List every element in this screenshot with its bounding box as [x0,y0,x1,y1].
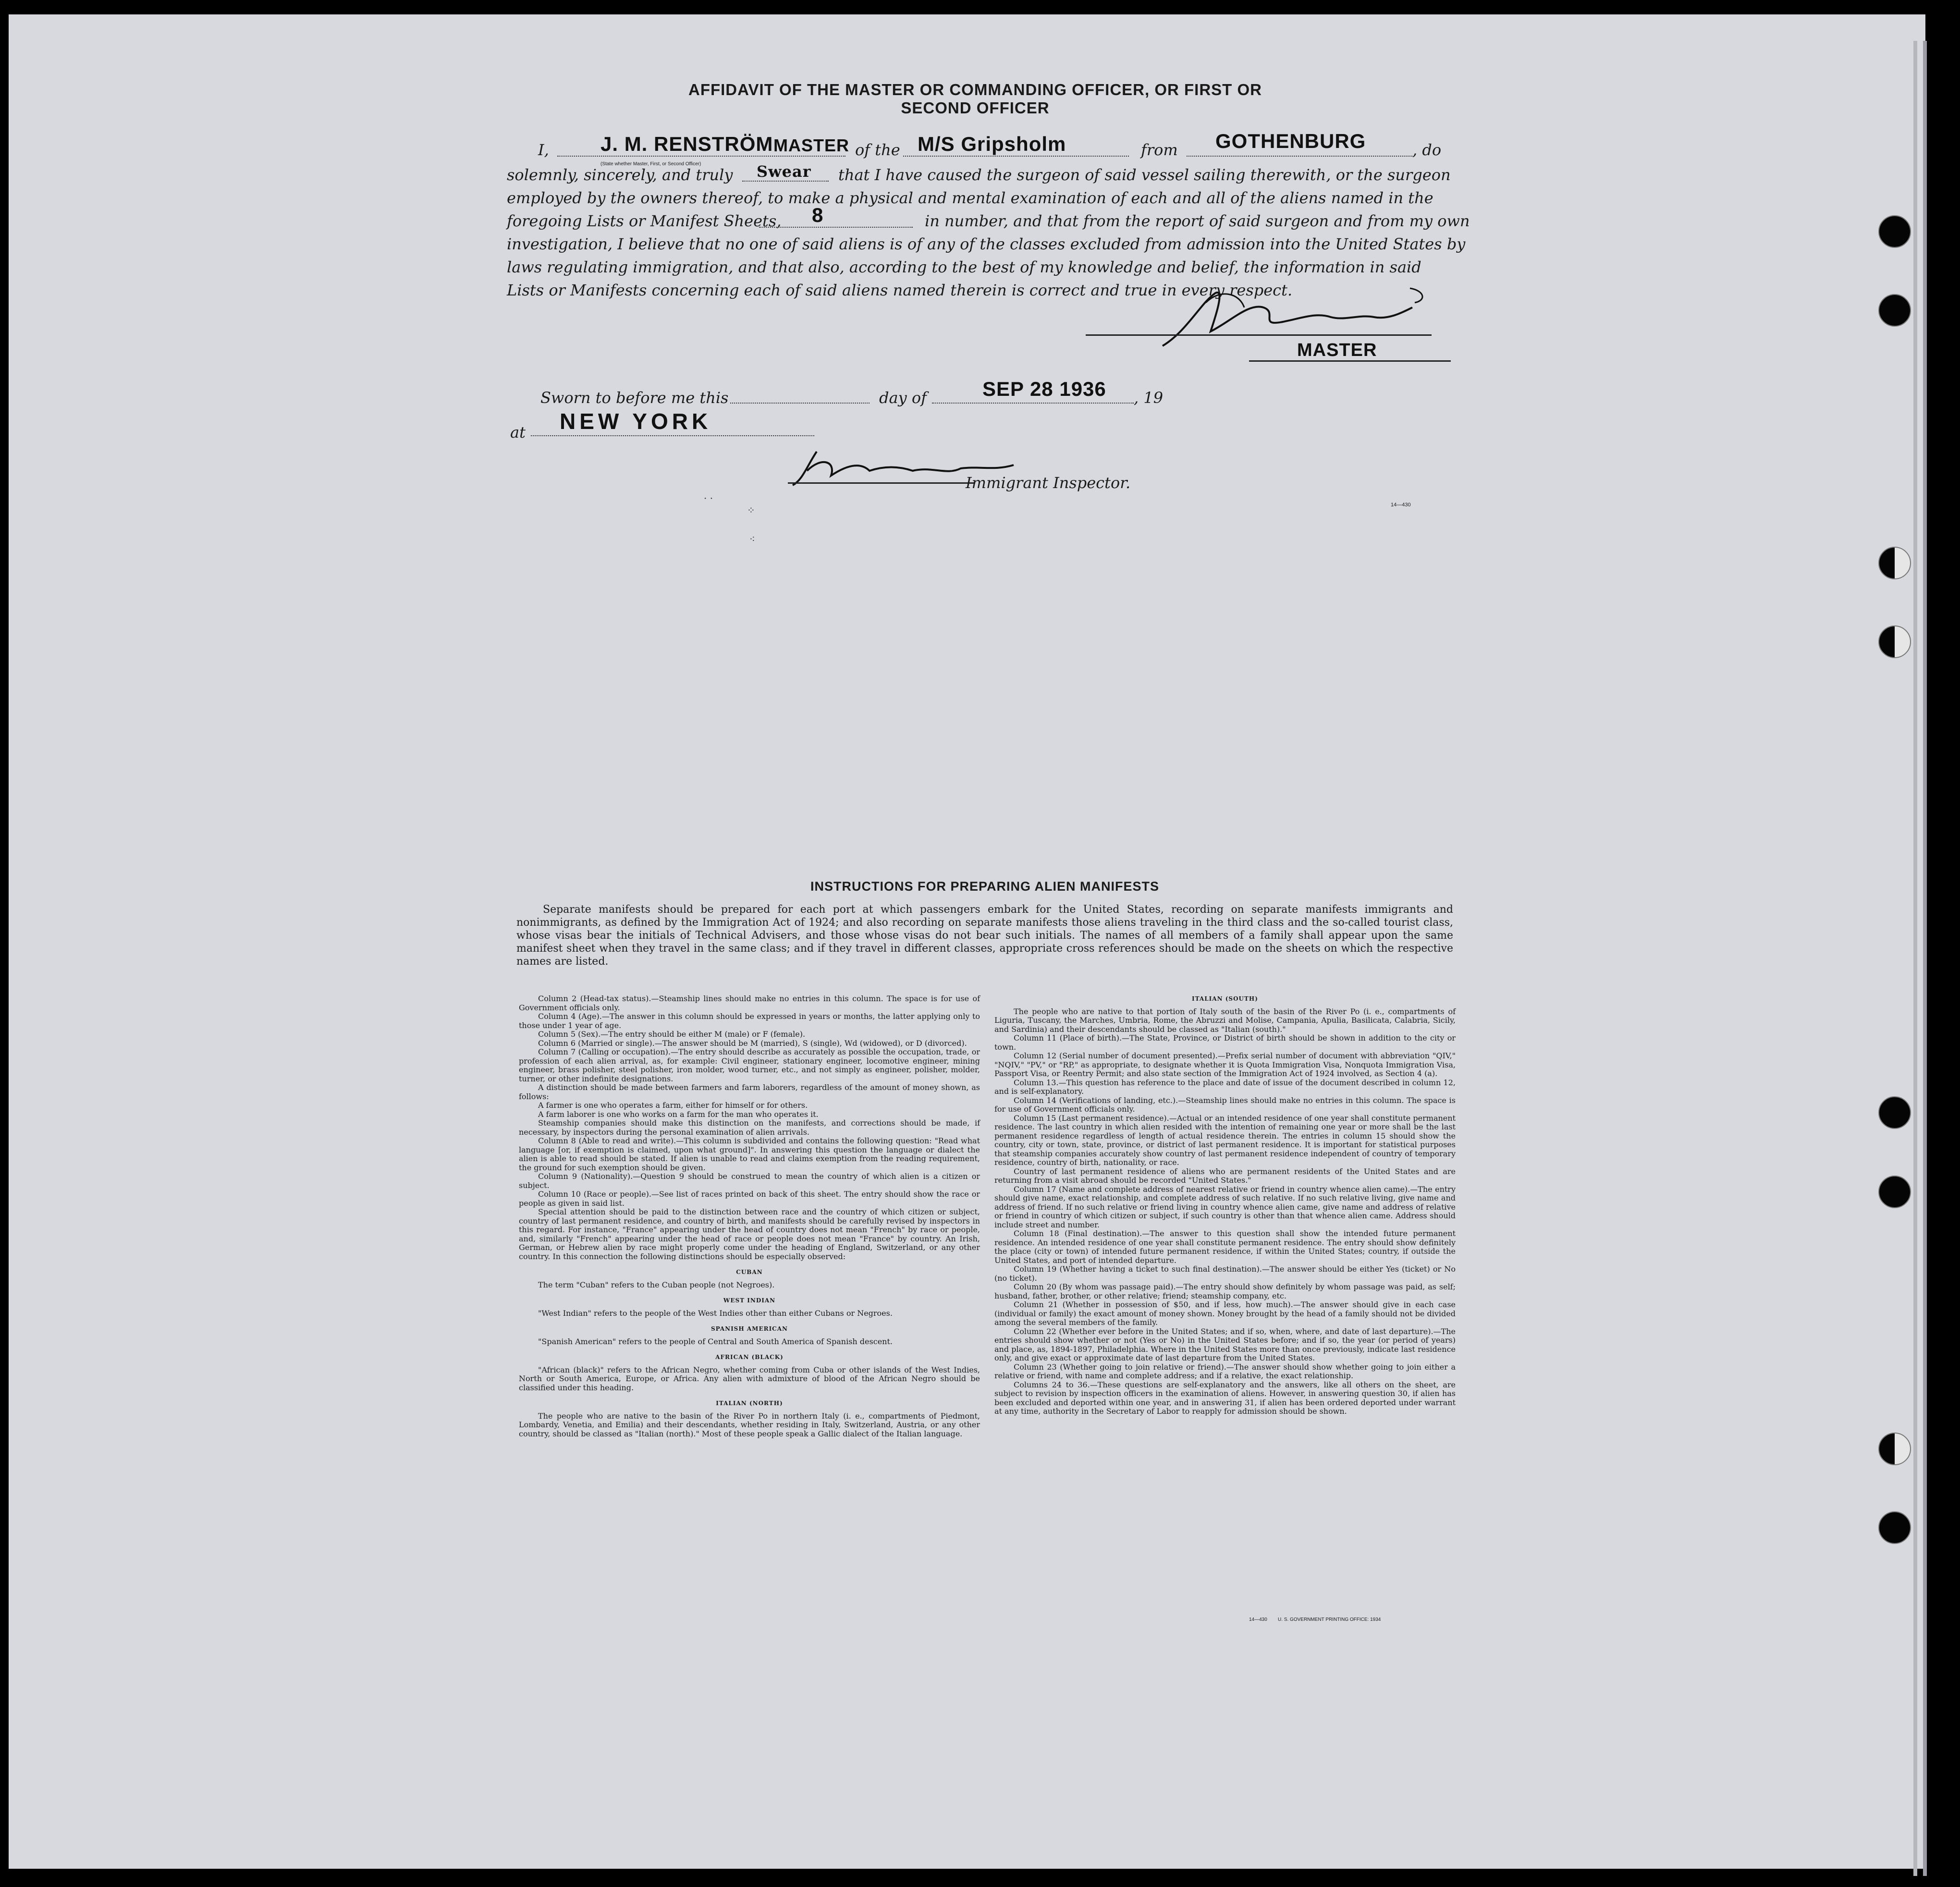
punch-hole [1878,547,1911,579]
instruction-paragraph: Column 18 (Final destination).—The answer to this question shall show the intended future permanent residence. An intended residence of one year shall constitute permanent residence. The entry should show definitely the place (city or town) of intended future permanent residence, if within the United States; country, if outside the United States, and port of intended departure. [994,1229,1456,1265]
instruction-paragraph: Steamship companies should make this distinction on the manifests, and corrections should be made, if necessary, by inspectors during the personal examination of alien arrivals. [519,1118,980,1137]
affidavit-text: day of [879,389,927,407]
instruction-paragraph: Column 15 (Last permanent residence).—Actual or an intended residence of one year shall constitute permanent residence. The last country in which alien resided with the intention of remaining one year or more shall be the last permanent residence regardless of length of actual residence therein. The entries in column 15 should show the country, city or town, state, province, or district of last permanent residence. It is important for statistical purposes that steamship companies accurately show country of last permanent residence independent of country of temporary residence, country of birth, nationality, or race. [994,1113,1456,1167]
instruction-paragraph: Column 20 (By whom was passage paid).—The entry should show definitely by whom passage was paid, as self; husband, father, brother, or other relative; friend; steamship company, etc. [994,1282,1456,1300]
punch-hole [1878,215,1911,248]
instruction-paragraph: Country of last permanent residence of aliens who are permanent residents of the United States and are returning from a visit abroad should be recorded "United States." [994,1166,1456,1185]
place-blank [531,434,814,436]
instruction-paragraph: Column 22 (Whether ever before in the United States; and if so, when, where, and date of last departure).—The entries should show whether or not (Yes or No) in the United States before; and if so, the year (or period of years) and place, as, 1894-1897, Philadelphia. Where in the United States more than once previously, indicate last residence only, and give exact or approximate date of last departure from the United States. [994,1326,1456,1362]
instruction-paragraph: Column 10 (Race or people).—See list of races printed on back of this sheet. The entry should show the race or people as given in said list. [519,1189,980,1208]
instruction-paragraph: A farmer is one who operates a farm, either for himself or for others. [538,1101,808,1110]
instruction-paragraph: Column 17 (Name and complete address of nearest relative or friend in country whence alien came).—The entry should give name, exact relationship, and complete address of such relative. If no such relative living, give name and address of friend. If no such relative or friend living in country whence alien came, give name and address of relative or friend in country of which citizen or subject, if such country is other than that whence alien came. Address should include street and number. [994,1184,1456,1229]
signature-line [1086,333,1432,336]
instruction-paragraph: Column 9 (Nationality).—Question 9 should be construed to mean the country of which alien is a citizen or subject. [519,1172,980,1190]
affidavit-text: that I have caused the surgeon of said vessel sailing therewith, or the surgeon [838,166,1451,184]
section-heading: CUBAN [736,1269,763,1275]
affidavit-text: foregoing Lists or Manifest Sheets, [507,212,782,230]
footer-form-number: 14—430 [1249,1617,1267,1622]
footer [1249,1617,1460,1622]
stray-marks: ⁖ [749,533,755,545]
section-heading: ITALIAN (SOUTH) [1192,995,1258,1002]
stray-marks: ⁘ [747,504,755,516]
sworn-place: NEW YORK [560,409,712,434]
instruction-paragraph: Column 8 (Able to read and write).—This column is subdivided and contains the following question: "Read what language [or, if exemption is claimed, upon what ground]". In answering this question the language or dialect the alien is able to read should be stated. If alien is unable to read and claims exemption from the reading requirement, the ground for such exemption should be given. [519,1136,980,1172]
instruction-paragraph: Column 6 (Married or single).—The answer should be M (married), S (single), Wd (widowed), or D (divorced). [538,1038,967,1048]
master-signature [1143,274,1432,355]
affidavit-text: from [1141,141,1178,159]
rank-note: (State whether Master, First, or Second Officer) [600,161,701,167]
affidavit-text: solemnly, sincerely, and truly [507,166,733,184]
punch-hole [1878,625,1911,658]
page-edge-line [1923,41,1927,1876]
page-edge-line [1913,41,1917,1876]
instruction-paragraph: Column 5 (Sex).—The entry should be either M (male) or F (female). [538,1029,806,1039]
section-heading: ITALIAN (NORTH) [716,1400,783,1407]
affidavit-text: Lists or Manifests concerning each of said aliens named therein is correct and true in every respect. [507,281,1293,299]
date-blank [932,402,1134,404]
stray-marks: · · [704,492,713,504]
instruction-paragraph: Columns 24 to 36.—These questions are self-explanatory and the answers, like all others on the sheet, are subject to revision by inspection officers in the examination of aliens. However, in answering question 30, if alien has been excluded and deported within one year, and in answering 31, if alien has been ordered deported under warrant at any time, authority in the Secretary of Labor to reapply for admission should be shown. [994,1380,1456,1416]
section-text: "African (black)" refers to the African Negro, whether coming from Cuba or other islands of the West Indies, North or South America, Europe, or Africa. Any alien with admixture of blood of the African Negro should be classified under this heading. [519,1365,980,1392]
instruction-paragraph: Column 13.—This question has reference to the place and date of issue of the document described in column 12, and is self-explanatory. [994,1078,1456,1096]
inspector-line [788,481,975,484]
punch-hole [1878,1176,1911,1208]
instruction-paragraph: Column 4 (Age).—The answer in this column should be expressed in years or months, the latter applying only to those under 1 year of age. [519,1012,980,1030]
affidavit-text: , do [1412,141,1442,159]
affidavit-text: employed by the owners thereof, to make a physical and mental examination of each and all of the aliens named in the [507,189,1433,207]
sheets-blank [759,226,913,228]
affidavit-text: of the [855,141,900,159]
punch-hole [1878,1511,1911,1544]
affidavit-title: AFFIDAVIT OF THE MASTER OR COMMANDING OFFICER, OR FIRST OR SECOND OFFICER [688,81,1262,117]
affidavit-text: laws regulating immigration, and that also, according to the best of my knowledge and belief, the information in said [507,258,1421,276]
instruction-paragraph: Column 19 (Whether having a ticket to such final destination).—The answer should be either Yes (ticket) or No (no ticket). [994,1264,1456,1283]
instruction-paragraph: Column 2 (Head-tax status).—Steamship lines should make no entries in this column. The space is for use of Government officials only. [519,994,980,1012]
instruction-paragraph: The people who are native to that portion of Italy south of the basin of the River Po (i. e., compartments of Liguria, Tuscany, the Marches, Umbria, Rome, the Abruzzi and Molise, Campania, Apulia, Basilicata, Calabria, Sicily, and Sardinia) and their descendants should be classed as "Italian (south)." [994,1006,1456,1034]
affidavit-text: I, [538,141,549,159]
section-text: "West Indian" refers to the people of the West Indies other than either Cubans or Negroes. [538,1308,893,1318]
instruction-paragraph: Column 21 (Whether in possession of $50, and if less, how much).—The answer should give in each case (individual or family) the exact amount of money shown. Money brought by the head of a family should not be divided among the several members of the family. [994,1300,1456,1327]
section-heading: WEST INDIAN [723,1297,776,1304]
section-text: The term "Cuban" refers to the Cuban people (not Negroes). [538,1280,775,1289]
instruction-paragraph: Column 14 (Verifications of landing, etc.).—Steamship lines should make no entries in this column. The space is for use of Government officials only. [994,1095,1456,1114]
footer-printing-office: U. S. GOVERNMENT PRINTING OFFICE: 1934 [1278,1617,1381,1622]
vessel-name: M/S Gripsholm [918,133,1066,155]
affidavit-text: , 19 [1134,389,1164,407]
port-name: GOTHENBURG [1215,130,1366,152]
instructions-right-column [994,994,1456,1416]
instructions-title: INSTRUCTIONS FOR PREPARING ALIEN MANIFESTS [810,879,1160,894]
instruction-paragraph: A distinction should be made between farmers and farm laborers, regardless of the amount of money shown, as follows: [519,1083,980,1101]
instruction-paragraph: A farm laborer is one who works on a farm for the man who operates it. [538,1109,819,1119]
sworn-date: SEP 28 1936 [982,378,1106,400]
port-blank [1187,155,1412,157]
day-blank [730,402,870,404]
instruction-paragraph: Special attention should be paid to the distinction between race and the country of which citizen or subject, country of last permanent residence, and country of birth, and manifests should be carefully revised by inspectors in this regard. For instance, "France" appearing under the head of country does not mean "French" by race or people, and, similarly "French" appearing under the head of race or people does not mean "France" by country. An Irish, German, or Hebrew alien by race might properly come under the heading of England, Switzerland, or any other country. In this connection the following distinctions should be especially observed: [519,1207,980,1261]
section-heading: SPANISH AMERICAN [710,1325,788,1332]
instructions-intro: Separate manifests should be prepared for each port at which passengers embark for the United States, recording on separate manifests immigrants and nonimmigrants, as defined by the Immigration Act of 1924; and also recording on separate manifests those aliens traveling in the third class and the so-called tourist class, whose visas bear the initials of Technical Advisers, and those whose visas do not bear such initials. The names of all members of a family shall appear upon the same manifest sheet when they travel in the same class; and if they travel in different classes, appropriate cross references should be made on the sheets on which the respective names are listed. [516,904,1453,968]
affidavit-text: in number, and that from the report of said surgeon and from my own [925,212,1470,230]
form-number: 14—430 [1391,502,1411,508]
punch-hole [1878,294,1911,327]
section-text: "Spanish American" refers to the people of Central and South America of Spanish descent. [538,1336,893,1346]
punch-hole [1878,1433,1911,1465]
section-heading: AFRICAN (BLACK) [715,1354,784,1360]
punch-hole [1878,1096,1911,1129]
master-rank: MASTER [773,135,849,155]
instruction-paragraph: Column 7 (Calling or occupation).—The entry should describe as accurately as possible the occupation, trade, or profession of each alien arrival, as, for example: Civil engineer, stationary engineer, locomotive engineer, mining engineer, brass polisher, steel polisher, iron molder, wood turner, etc., and not simply as engineer, polisher, molder, turner, or other indefinite designations. [519,1047,980,1083]
affidavit-text: Sworn to before me this [540,389,729,407]
instructions-left-column [519,994,980,1438]
instruction-paragraph: Column 23 (Whether going to join relative or friend).—The answer should show whether going to join either a relative or friend, with name and complete address; and if a relative, the exact relationship. [994,1362,1456,1380]
sheets-count: 8 [812,204,824,226]
instruction-paragraph: Column 12 (Serial number of document presented).—Prefix serial number of document with abbreviation "QIV," "NQIV," "PV," or "RP," as appropriate, to designate whether it is Quota Immigration Visa, Nonquota Immigration Visa, Passport Visa, or Reentry Permit; and also state section of the Immigration Act of 1924 involved, as Section 4 (a). [994,1051,1456,1078]
section-text: The people who are native to the basin of the River Po in northern Italy (i. e., compartments of Piedmont, Lombardy, Venetia, and Emilia) and their descendants, whether residing in Italy, Switzerland, Austria, or any other country, should be classed as "Italian (north)." Most of these people speak a Gallic dialect of the Italian language. [519,1411,980,1438]
inspector-label: Immigrant Inspector. [966,474,1131,492]
master-name: J. M. RENSTRÖM [600,133,773,155]
signature-title: MASTER [1297,340,1377,360]
affidavit-text: at [510,423,526,441]
instruction-paragraph: Column 11 (Place of birth).—The State, Province, or District of birth should be shown in addition to the city or town. [994,1033,1456,1052]
oath-word: Swear [757,162,811,181]
affidavit-text: investigation, I believe that no one of said aliens is of any of the classes excluded from admission into the United States by [507,235,1466,253]
